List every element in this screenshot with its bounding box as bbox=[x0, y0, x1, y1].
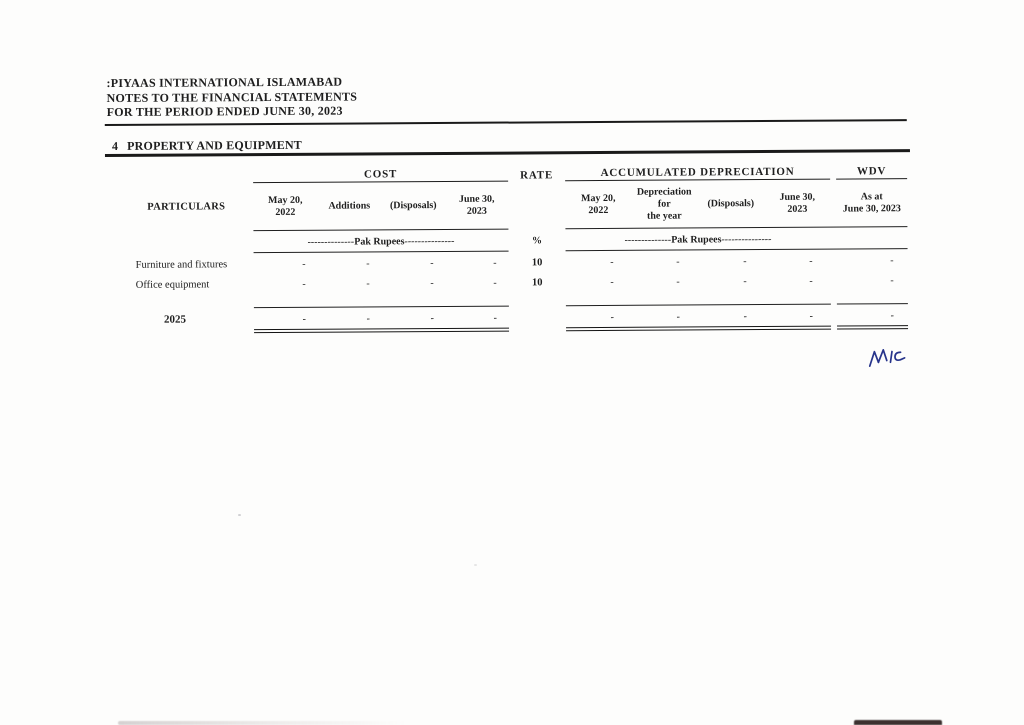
period-line: FOR THE PERIOD ENDED JUNE 30, 2023 bbox=[106, 103, 343, 120]
wdv-cell: - bbox=[890, 254, 894, 266]
total-cost-cell: - bbox=[430, 312, 435, 324]
ad-cell: - bbox=[743, 255, 747, 267]
bottom-edge-smudge bbox=[118, 721, 406, 725]
row-label: Furniture and fixtures bbox=[135, 258, 228, 271]
scan-speck bbox=[238, 514, 241, 516]
cost-col-header-disposals: (Disposals) bbox=[389, 199, 437, 211]
company-name: :PIYAAS INTERNATIONAL ISLAMABAD bbox=[106, 74, 343, 91]
header-divider-rule bbox=[105, 119, 907, 126]
cost-cell: - bbox=[430, 277, 434, 289]
particulars-column-header: PARTICULARS bbox=[147, 200, 226, 213]
wdv-double-rule bbox=[837, 325, 908, 330]
section-title-text: PROPERTY AND EQUIPMENT bbox=[127, 137, 303, 153]
wdv-group-header: WDV bbox=[836, 165, 907, 179]
ad-cell: - bbox=[676, 276, 680, 288]
ad-cell: - bbox=[743, 275, 747, 287]
rule-spacer bbox=[509, 327, 566, 332]
wdv-col-header: As at June 30, 2023 bbox=[842, 190, 901, 215]
units-spacer bbox=[134, 242, 254, 243]
handwritten-initials-icon bbox=[866, 343, 914, 371]
total-cost-cell: - bbox=[366, 312, 371, 324]
rate-cell: 10 bbox=[531, 276, 543, 288]
total-ad-cell: - bbox=[809, 310, 813, 322]
rate-units-label: % bbox=[531, 234, 543, 246]
cost-group-header: COST bbox=[253, 168, 508, 184]
cost-cell: - bbox=[302, 278, 306, 290]
scan-speck bbox=[474, 564, 477, 566]
section-number: 4 bbox=[111, 138, 119, 153]
rule-spacer bbox=[134, 329, 254, 335]
total-cost-cell: - bbox=[302, 313, 307, 325]
section-heading bbox=[112, 138, 302, 154]
total-ad-cell: - bbox=[610, 311, 615, 323]
total-label: 2025 bbox=[163, 313, 187, 326]
rate-group-header: RATE bbox=[520, 169, 554, 182]
cost-cell: - bbox=[430, 257, 434, 269]
cost-cell: - bbox=[493, 277, 497, 289]
statement-title: NOTES TO THE FINANCIAL STATEMENTS bbox=[106, 89, 358, 105]
accumulated-depreciation-group-header: ACCUMULATED DEPRECIATION bbox=[565, 166, 830, 182]
ad-cell: - bbox=[809, 275, 813, 287]
cost-cell: - bbox=[366, 257, 370, 269]
rate-cell: 10 bbox=[531, 256, 543, 268]
total-cost-cell: - bbox=[493, 312, 498, 324]
ad-col-header-disposals: (Disposals) bbox=[707, 197, 755, 209]
ad-cell: - bbox=[610, 256, 614, 268]
total-wdv-cell: - bbox=[890, 309, 894, 321]
cost-col-header-additions: Additions bbox=[328, 199, 371, 212]
ad-col-header-opening: May 20, 2022 bbox=[580, 192, 616, 216]
ad-col-header-charge: Depreciation for the year bbox=[636, 185, 692, 222]
cost-col-header-closing: June 30, 2023 bbox=[458, 193, 495, 217]
ad-units-label: --------------Pak Rupees--------------- bbox=[624, 233, 772, 246]
ad-cell: - bbox=[610, 276, 614, 288]
wdv-cell: - bbox=[890, 274, 894, 286]
total-ad-cell: - bbox=[743, 310, 747, 322]
cost-cell: - bbox=[302, 258, 306, 270]
ad-col-header-closing: June 30, 2023 bbox=[779, 191, 816, 215]
wdv-total-rule bbox=[837, 303, 908, 305]
property-equipment-table bbox=[133, 161, 908, 335]
cost-cell: - bbox=[366, 277, 370, 289]
cost-col-header-opening: May 20, 2022 bbox=[267, 194, 303, 218]
row-label: Office equipment bbox=[135, 278, 210, 291]
handwritten-initials bbox=[866, 343, 915, 376]
cost-cell: - bbox=[493, 257, 497, 269]
bottom-edge-dark-artifact bbox=[854, 720, 942, 725]
rule-spacer bbox=[509, 305, 566, 307]
document-header bbox=[106, 74, 357, 119]
column-header-row bbox=[133, 179, 907, 231]
ad-double-rule bbox=[566, 326, 831, 332]
rule-spacer bbox=[509, 250, 566, 252]
ad-cell: - bbox=[809, 255, 813, 267]
ad-cell: - bbox=[676, 256, 680, 268]
total-ad-cell: - bbox=[676, 311, 681, 323]
rule-spacer bbox=[508, 228, 565, 230]
cost-units-label: --------------Pak Rupees--------------- bbox=[307, 235, 455, 248]
cost-double-rule bbox=[254, 328, 509, 334]
